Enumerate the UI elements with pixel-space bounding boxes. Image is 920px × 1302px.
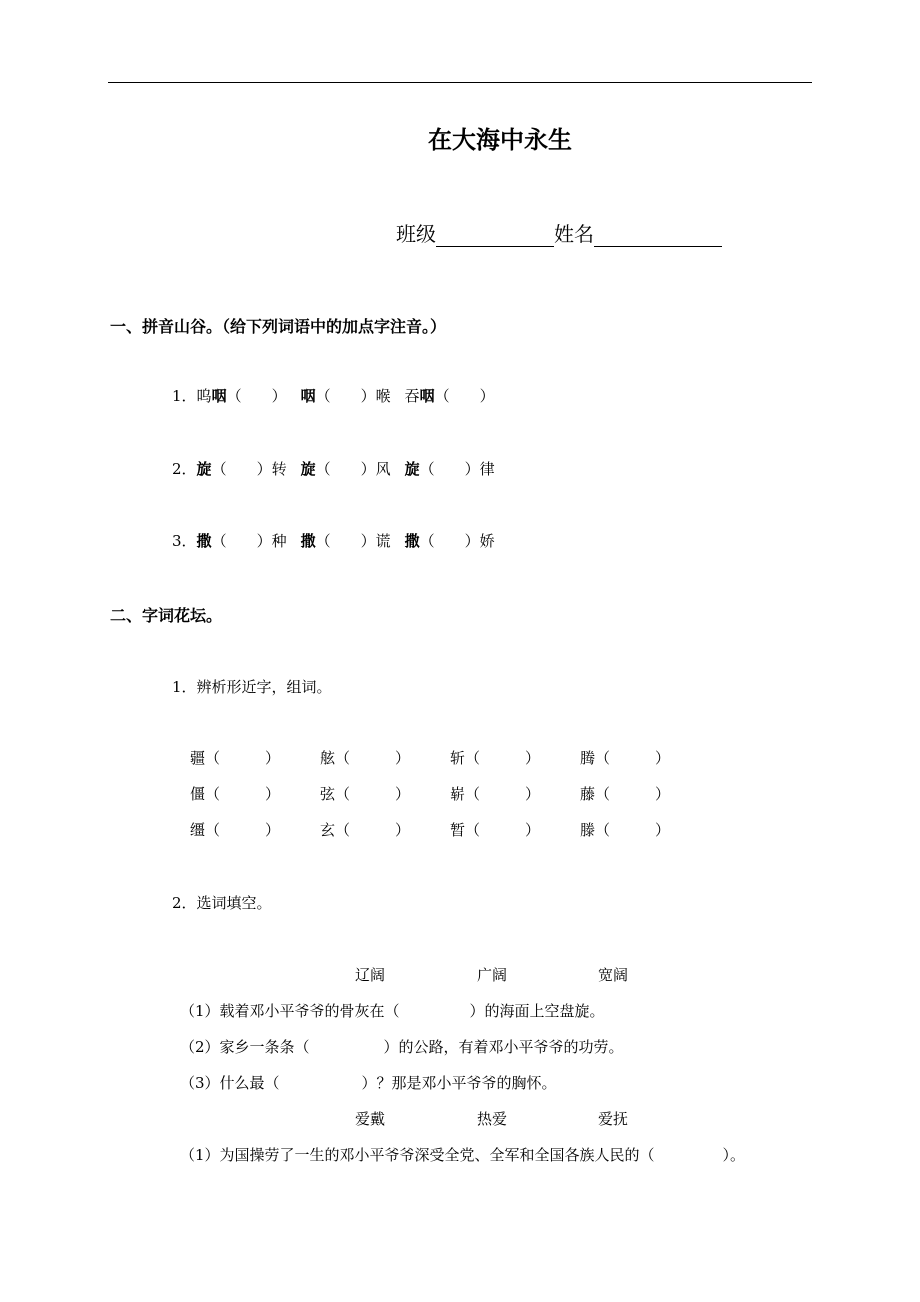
word-option: 热爱 — [477, 1110, 508, 1128]
answer-paren[interactable]: （ ） — [595, 821, 671, 839]
grid-cell: 藤（ ） — [580, 785, 671, 803]
student-info-row — [396, 218, 722, 247]
answer-paren[interactable]: （ ） — [315, 387, 376, 405]
fill-sentence: （3）什么最（ ）？那是邓小平爷爷的胸怀。 — [180, 1074, 557, 1092]
answer-paren[interactable]: （ ） — [595, 785, 671, 803]
word-option: 辽阔 — [355, 966, 386, 984]
answer-paren[interactable]: （ ） — [465, 749, 541, 767]
pinyin-item-2: 2．旋（ ）转 旋（ ）风 旋（ ）律 — [172, 460, 495, 478]
name-blank[interactable] — [594, 224, 722, 247]
answer-paren[interactable]: （ ） — [205, 785, 281, 803]
q2-label: 2．选词填空。 — [172, 894, 272, 912]
fill-sentence: （1）为国操劳了一生的邓小平爷爷深受全党、全军和全国各族人民的（ ）。 — [180, 1146, 746, 1164]
grid-cell: 舷（ ） — [320, 749, 411, 767]
grid-cell: 斩（ ） — [450, 749, 541, 767]
answer-paren[interactable]: （ ） — [419, 532, 480, 550]
word-option: 广阔 — [477, 966, 508, 984]
answer-paren[interactable]: （ ） — [205, 821, 281, 839]
word-option: 爱抚 — [598, 1110, 629, 1128]
answer-paren[interactable]: （ ） — [595, 749, 671, 767]
answer-paren[interactable]: （ ） — [419, 460, 480, 478]
answer-paren[interactable]: （ ） — [434, 387, 495, 405]
grid-cell: 僵（ ） — [190, 785, 281, 803]
class-blank[interactable] — [436, 224, 554, 247]
answer-paren[interactable]: （ ） — [205, 749, 281, 767]
fill-sentence: （1）载着邓小平爷爷的骨灰在（ ）的海面上空盘旋。 — [180, 1002, 605, 1020]
grid-cell: 玄（ ） — [320, 821, 411, 839]
pinyin-item-3: 3．撒（ ）种 撒（ ）谎 撒（ ）娇 — [172, 532, 495, 550]
pinyin-item-1: 1．呜咽（ ） 咽（ ）喉 吞咽（ ） — [172, 387, 495, 405]
answer-paren[interactable]: （ ） — [335, 785, 411, 803]
word-option: 宽阔 — [598, 966, 629, 984]
grid-cell: 滕（ ） — [580, 821, 671, 839]
answer-paren[interactable]: （ ） — [211, 460, 272, 478]
section2-heading: 二、字词花坛。 — [110, 606, 223, 625]
answer-paren[interactable]: （ ） — [465, 821, 541, 839]
section1-heading: 一、拼音山谷。（给下列词语中的加点字注音。） — [110, 317, 447, 336]
fill-sentence: （2）家乡一条条（ ）的公路，有着邓小平爷爷的功劳。 — [180, 1038, 624, 1056]
answer-paren[interactable]: （ ） — [226, 387, 287, 405]
grid-cell: 疆（ ） — [190, 749, 281, 767]
answer-paren[interactable]: （ ） — [465, 785, 541, 803]
grid-cell: 缰（ ） — [190, 821, 281, 839]
header-rule — [108, 82, 812, 83]
answer-paren[interactable]: （ ） — [335, 749, 411, 767]
grid-cell: 暂（ ） — [450, 821, 541, 839]
grid-cell: 崭（ ） — [450, 785, 541, 803]
name-label: 姓名 — [554, 222, 594, 246]
word-option: 爱戴 — [355, 1110, 386, 1128]
grid-cell: 弦（ ） — [320, 785, 411, 803]
q1-label: 1．辨析形近字，组词。 — [172, 678, 332, 696]
answer-paren[interactable]: （ ） — [315, 532, 376, 550]
answer-paren[interactable]: （ ） — [211, 532, 272, 550]
class-label: 班级 — [396, 222, 436, 246]
grid-cell: 腾（ ） — [580, 749, 671, 767]
answer-paren[interactable]: （ ） — [315, 460, 376, 478]
page-title: 在大海中永生 — [428, 126, 572, 154]
answer-paren[interactable]: （ ） — [335, 821, 411, 839]
